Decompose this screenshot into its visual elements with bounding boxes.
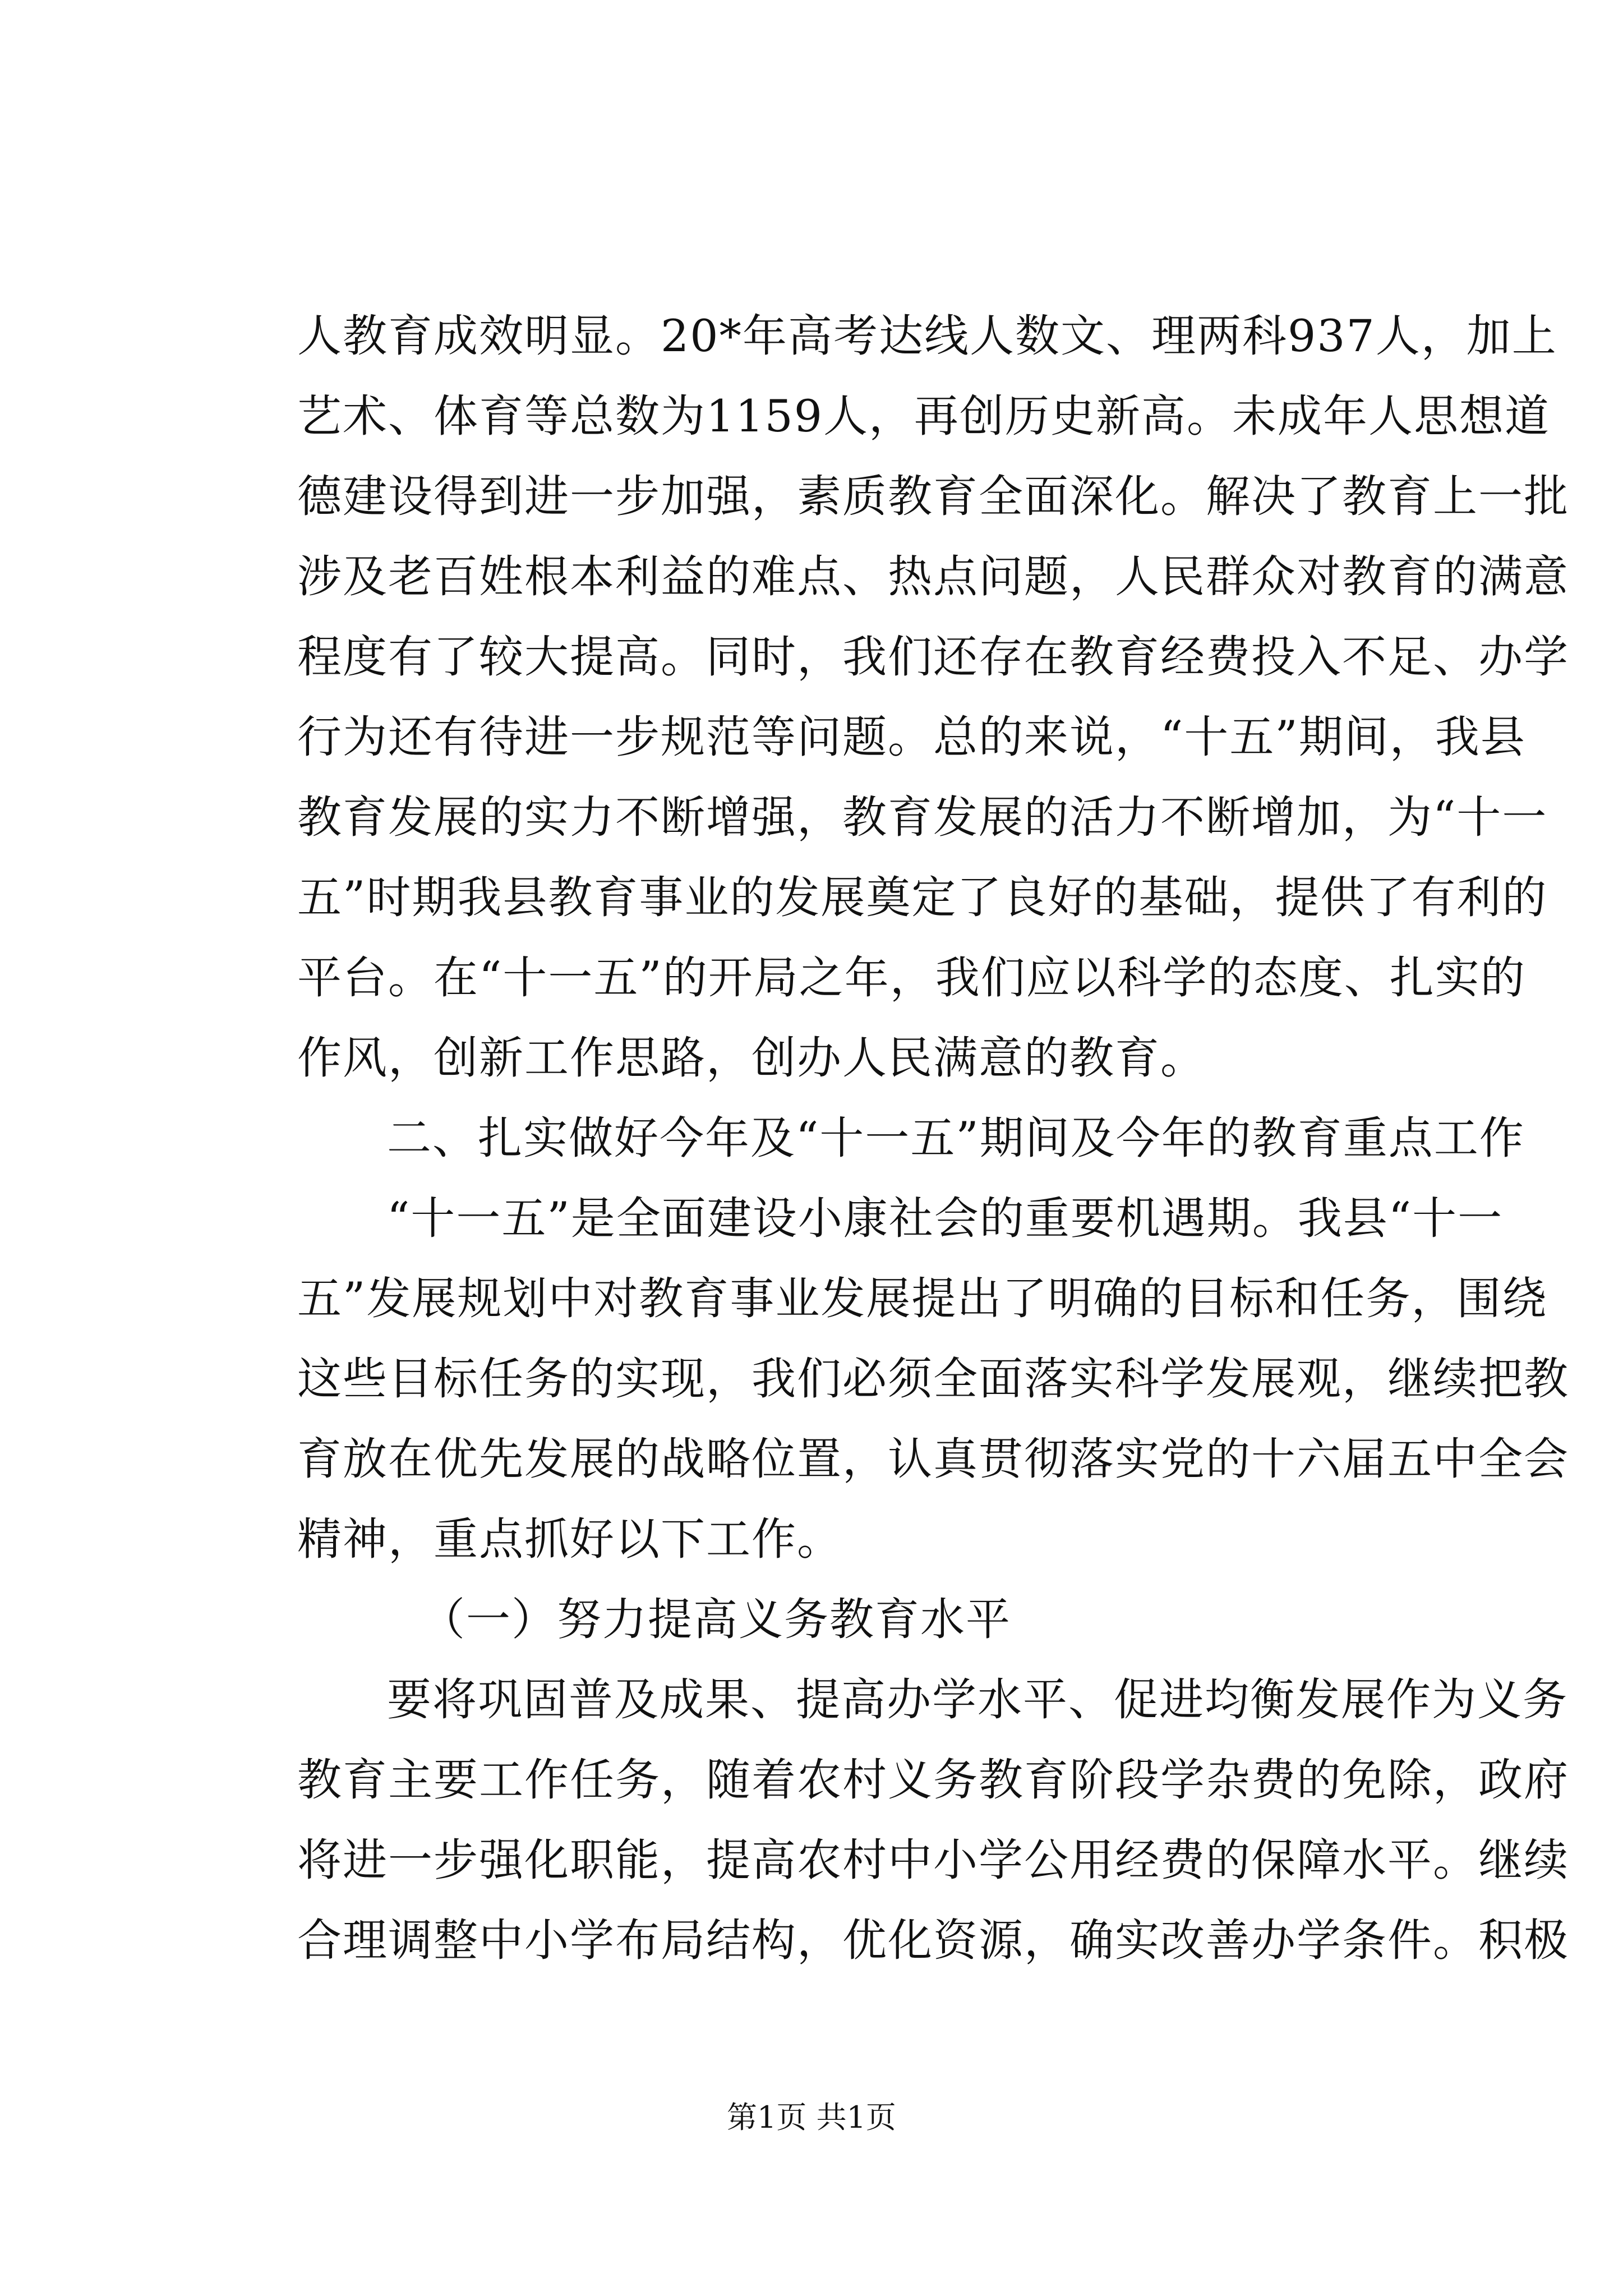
body-line: 人教育成效明显。20*年高考达线人数文、理两科937人，加上 (297, 310, 1557, 362)
body-line: 涉及老百姓根本利益的难点、热点问题，人民群众对教育的满意 (297, 551, 1569, 602)
body-line: 精神，重点抓好以下工作。 (297, 1513, 842, 1565)
body-line: 教育发展的实力不断增强，教育发展的活力不断增加，为“十一 (297, 792, 1548, 843)
body-line: 艺术、体育等总数为1159人，再创历史新高。未成年人思想道 (297, 390, 1551, 442)
body-line: 五”发展规划中对教育事业发展提出了明确的目标和任务，围绕 (297, 1273, 1548, 1324)
body-line: 将进一步强化职能，提高农村中小学公用经费的保障水平。继续 (297, 1834, 1569, 1886)
body-line: 程度有了较大提高。同时，我们还存在教育经费投入不足、办学 (297, 631, 1569, 683)
page-number-label: 第1页 共1页 (727, 2100, 896, 2135)
body-line: 作风，创新工作思路，创办人民满意的教育。 (297, 1032, 1206, 1084)
page-footer (0, 2098, 1623, 2137)
body-line: 要将巩固普及成果、提高办学水平、促进均衡发展作为义务 (387, 1674, 1568, 1726)
body-line: 平台。在“十一五”的开局之年，我们应以科学的态度、扎实的 (297, 952, 1526, 1004)
body-line: 教育主要工作任务，随着农村义务教育阶段学杂费的免除，政府 (297, 1754, 1569, 1806)
body-line: 合理调整中小学布局结构，优化资源，确实改善办学条件。积极 (297, 1915, 1569, 1966)
subsection-heading: （一）努力提高义务教育水平 (421, 1594, 1011, 1645)
body-line: “十一五”是全面建设小康社会的重要机遇期。我县“十一 (387, 1193, 1504, 1244)
body-line: 五”时期我县教育事业的发展奠定了良好的基础，提供了有利的 (297, 872, 1548, 923)
body-line: 这些目标任务的实现，我们必须全面落实科学发展观，继续把教 (297, 1353, 1569, 1405)
body-line: 育放在优先发展的战略位置，认真贯彻落实党的十六届五中全会 (297, 1433, 1569, 1485)
document-body (297, 296, 1569, 1981)
body-line: 行为还有待进一步规范等问题。总的来说，“十五”期间，我县 (297, 711, 1526, 763)
body-line: 德建设得到进一步加强，素质教育全面深化。解决了教育上一批 (297, 471, 1569, 522)
section-heading: 二、扎实做好今年及“十一五”期间及今年的教育重点工作 (387, 1112, 1525, 1164)
